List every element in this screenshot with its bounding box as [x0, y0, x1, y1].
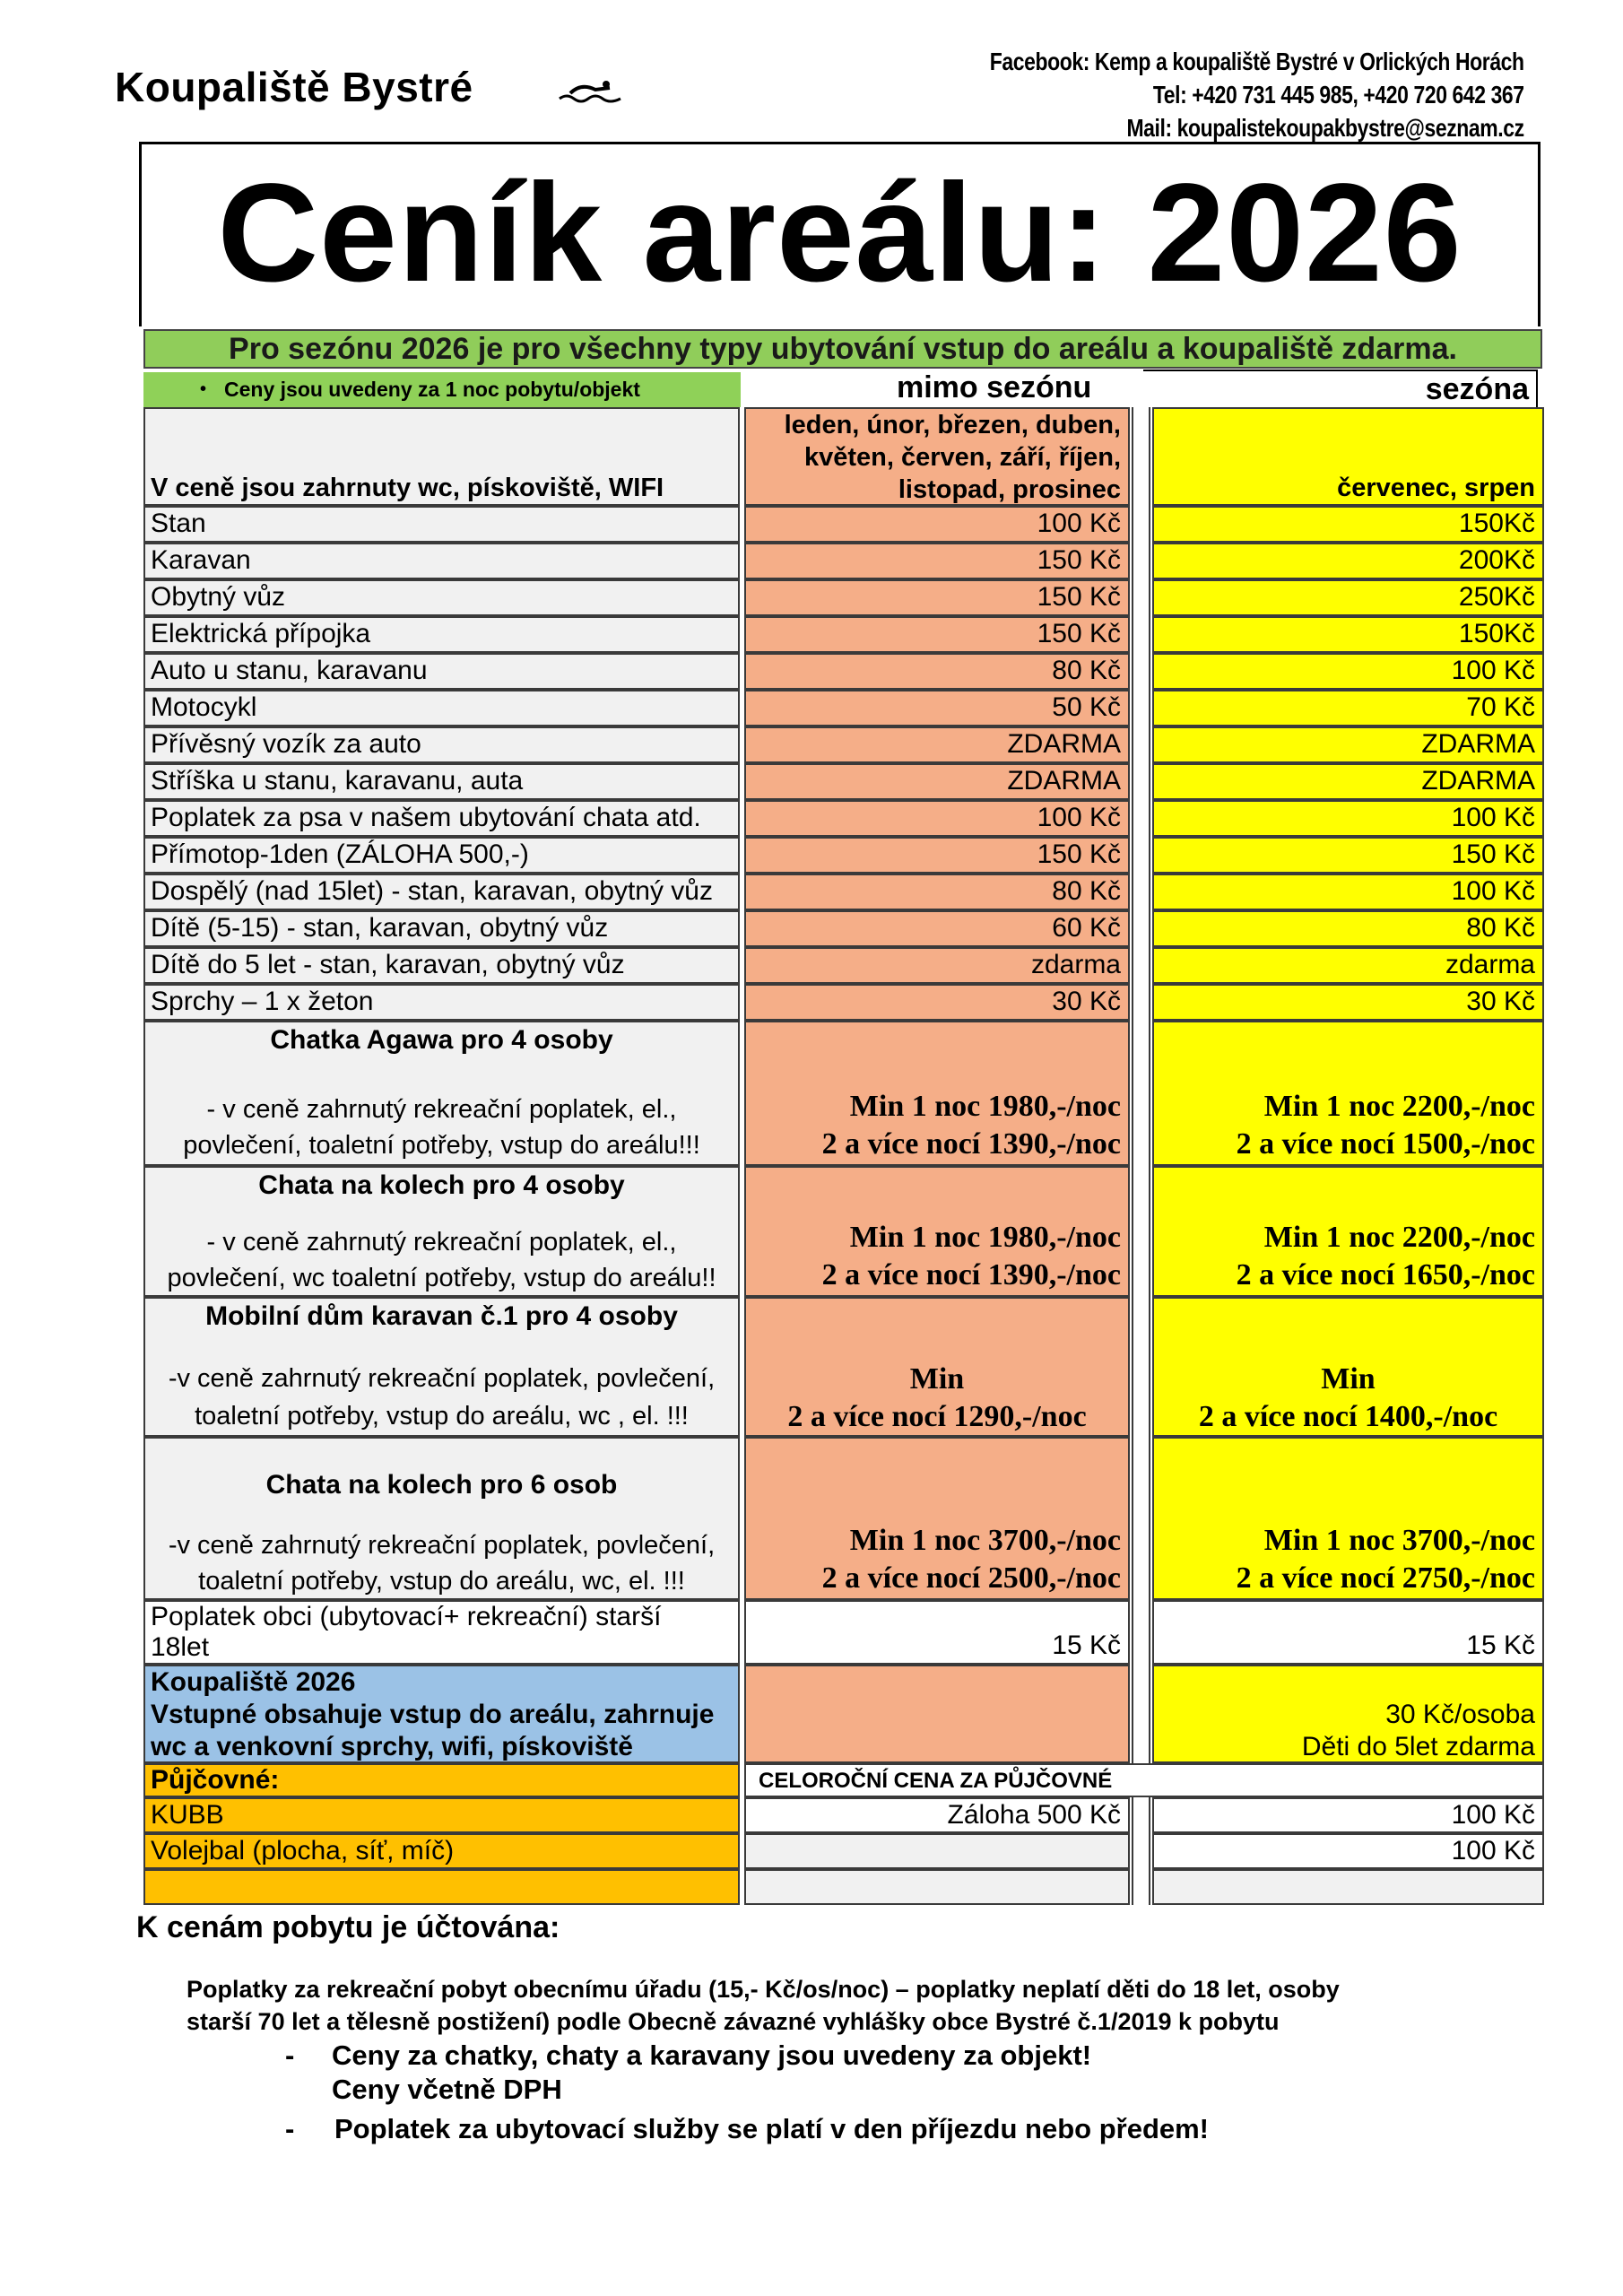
season-header: sezóna	[1143, 370, 1538, 409]
cabin-3-label-cell	[143, 1297, 740, 1437]
swimmer-logo-icon	[558, 77, 622, 104]
cabin-3-off-min: Min	[909, 1362, 965, 1396]
municipal-fee-line-1: Poplatek obci (ubytovací+ rekreační) starší	[151, 1602, 662, 1631]
column-gap	[1132, 690, 1150, 726]
pool-season-cell	[1152, 1665, 1544, 1763]
row-label: Dítě do 5 let - stan, karavan, obytný vůz	[143, 947, 740, 984]
cabin-1-label-cell	[143, 1021, 740, 1166]
footer-bullet-1: Ceny za chatky, chaty a karavany jsou uvedeny za objekt!	[332, 2039, 1092, 2071]
row-label: Poplatek za psa v našem ubytování chata atd.	[143, 800, 740, 837]
phone-numbers: Tel: +420 731 445 985, +420 720 642 367	[1153, 81, 1524, 109]
cabin-1-off-min: Min 1 noc 1980,-/noc	[849, 1090, 1121, 1123]
column-gap	[1132, 763, 1150, 800]
row-label: Přímotop-1den (ZÁLOHA 500,-)	[143, 837, 740, 874]
column-gap	[1132, 1437, 1150, 1600]
pool-label-cell	[143, 1665, 740, 1763]
cabin-2-off-multi: 2 a více nocí 1390,-/noc	[821, 1258, 1121, 1292]
row-season-price: 80 Kč	[1152, 910, 1544, 947]
cabin-1-desc-2: povlečení, toaletní potřeby, vstup do areálu!!!	[183, 1131, 700, 1160]
column-gap	[1132, 616, 1150, 653]
cabin-4-off-cell	[744, 1437, 1130, 1600]
cabin-4-desc-1: -v ceně zahrnutý rekreační poplatek, povlečení,	[168, 1531, 716, 1560]
footer-paragraph	[187, 1973, 1505, 2038]
off-months-line-2: květen, červen, září, říjen,	[803, 443, 1121, 472]
row-off-price: 150 Kč	[744, 837, 1130, 874]
cabin-3-off-multi: 2 a více nocí 1290,-/noc	[787, 1400, 1087, 1433]
rental-empty-label	[143, 1869, 740, 1905]
column-gap	[1132, 947, 1150, 984]
row-off-price: zdarma	[744, 947, 1130, 984]
cabin-1-desc-1: - v ceně zahrnutý rekreační poplatek, el.,	[206, 1095, 677, 1124]
column-gap	[1132, 1166, 1150, 1297]
cabin-3-desc-2: toaletní potřeby, vstup do areálu, wc , el. !!!	[195, 1402, 689, 1431]
row-label: Karavan	[143, 543, 740, 579]
cabin-3-desc-1: -v ceně zahrnutý rekreační poplatek, povlečení,	[168, 1364, 716, 1393]
cabin-2-label-cell	[143, 1166, 740, 1297]
cabin-2-off-min: Min 1 noc 1980,-/noc	[849, 1221, 1121, 1254]
column-gap	[1132, 1021, 1150, 1166]
cabin-1-season-multi: 2 a více nocí 1500,-/noc	[1236, 1127, 1535, 1161]
cabin-2-season-min: Min 1 noc 2200,-/noc	[1263, 1221, 1535, 1254]
cabin-1-title: Chatka Agawa pro 4 osoby	[270, 1025, 613, 1055]
row-label: Stan	[143, 506, 740, 543]
row-off-price: 150 Kč	[744, 579, 1130, 616]
municipal-fee-season: 15 Kč	[1466, 1631, 1535, 1660]
cabin-2-title: Chata na kolech pro 4 osoby	[258, 1170, 625, 1200]
facebook-link[interactable]: Facebook: Kemp a koupaliště Bystré v Orlických Horách	[990, 48, 1524, 75]
bullet-dash: -	[285, 2113, 295, 2144]
column-gap	[1132, 1665, 1150, 1763]
row-label: Obytný vůz	[143, 579, 740, 616]
pool-price: 30 Kč/osoba	[1385, 1700, 1535, 1729]
rental-empty-off	[744, 1869, 1130, 1905]
cabin-4-label-cell	[143, 1437, 740, 1600]
row-label: Elektrická přípojka	[143, 616, 740, 653]
row-season-price: zdarma	[1152, 947, 1544, 984]
pool-off-cell	[744, 1665, 1130, 1763]
footer-paragraph-line-1: Poplatky za rekreační pobyt obecnímu úřadu (15,- Kč/os/noc) – poplatky neplatí děti do 18 let, osoby	[187, 1976, 1340, 2003]
rental-item-label: KUBB	[143, 1797, 740, 1833]
column-gap	[1132, 837, 1150, 874]
season-months-label: červenec, srpen	[1337, 474, 1535, 502]
cabin-1-season-cell	[1152, 1021, 1544, 1166]
column-gap	[1132, 1833, 1150, 1869]
municipal-fee-off-cell	[744, 1600, 1130, 1665]
row-season-price: ZDARMA	[1152, 726, 1544, 763]
row-season-price: 70 Kč	[1152, 690, 1544, 726]
row-season-price: 150 Kč	[1152, 837, 1544, 874]
municipal-fee-season-cell	[1152, 1600, 1544, 1665]
row-off-price: 30 Kč	[744, 984, 1130, 1021]
cabin-4-season-cell	[1152, 1437, 1544, 1600]
rental-item-off	[744, 1833, 1130, 1869]
row-off-price: 150 Kč	[744, 616, 1130, 653]
off-months-line-3: listopad, prosinec	[898, 475, 1121, 504]
column-gap	[1132, 543, 1150, 579]
rental-item-season: 100 Kč	[1152, 1833, 1544, 1869]
row-label: Motocykl	[143, 690, 740, 726]
row-season-price: 250Kč	[1152, 579, 1544, 616]
rental-item-season: 100 Kč	[1152, 1797, 1544, 1833]
row-off-price: 60 Kč	[744, 910, 1130, 947]
cabin-4-off-min: Min 1 noc 3700,-/noc	[849, 1524, 1121, 1557]
off-season-months-cell	[744, 407, 1130, 506]
municipal-fee-off: 15 Kč	[1052, 1631, 1121, 1660]
row-label: Dospělý (nad 15let) - stan, karavan, obytný vůz	[143, 874, 740, 910]
cabin-4-season-min: Min 1 noc 3700,-/noc	[1263, 1524, 1535, 1557]
row-label: Auto u stanu, karavanu	[143, 653, 740, 690]
season-banner: Pro sezónu 2026 je pro všechny typy ubytování vstup do areálu a koupaliště zdarma.	[143, 329, 1542, 369]
row-off-price: 80 Kč	[744, 653, 1130, 690]
cabin-2-desc-2: povlečení, wc toaletní potřeby, vstup do areálu!!	[167, 1264, 716, 1292]
off-months-line-1: leden, únor, březen, duben,	[784, 411, 1121, 439]
column-gap	[1132, 800, 1150, 837]
row-off-price: 100 Kč	[744, 506, 1130, 543]
column-gap	[1132, 910, 1150, 947]
rental-header: CELOROČNÍ CENA ZA PŮJČOVNÉ	[744, 1763, 1544, 1797]
row-off-price: ZDARMA	[744, 763, 1130, 800]
page-title: Ceník areálu: 2026	[217, 155, 1462, 311]
footer-paragraph-line-2: starší 70 let a tělesně postižení) podle Obecně závazné vyhlášky obce Bystré č.1/2019 k pobytu	[187, 2008, 1280, 2035]
municipal-fee-label	[143, 1600, 740, 1665]
column-gap	[1132, 506, 1150, 543]
footer-heading: K cenám pobytu je účtována:	[136, 1910, 560, 1944]
price-note-text: Ceny jsou uvedeny za 1 noc pobytu/objekt	[224, 378, 640, 401]
footer-bullet-1b: Ceny včetně DPH	[332, 2074, 562, 2105]
cabin-2-season-cell	[1152, 1166, 1544, 1297]
cabin-2-off-cell	[744, 1166, 1130, 1297]
brand-name: Koupaliště Bystré	[115, 64, 473, 110]
cabin-3-title: Mobilní dům karavan č.1 pro 4 osoby	[205, 1301, 678, 1331]
rental-item-off: Záloha 500 Kč	[744, 1797, 1130, 1833]
rental-empty-season	[1152, 1869, 1544, 1905]
row-off-price: 50 Kč	[744, 690, 1130, 726]
cabin-4-season-multi: 2 a více nocí 2750,-/noc	[1236, 1561, 1535, 1595]
cabin-4-title: Chata na kolech pro 6 osob	[265, 1470, 618, 1500]
off-season-header: mimo sezónu	[897, 370, 1092, 404]
pool-desc-1: Vstupné obsahuje vstup do areálu, zahrnuje	[151, 1700, 715, 1729]
pool-kids: Děti do 5let zdarma	[1301, 1732, 1535, 1761]
row-off-price: ZDARMA	[744, 726, 1130, 763]
column-gap	[1132, 1600, 1150, 1665]
pool-desc-2: wc a venkovní sprchy, wifi, pískoviště	[151, 1732, 633, 1761]
cabin-3-season-min: Min	[1321, 1362, 1376, 1396]
column-gap	[1132, 407, 1150, 506]
cabin-2-desc-1: - v ceně zahrnutý rekreační poplatek, el.,	[206, 1228, 677, 1257]
column-gap	[1132, 984, 1150, 1021]
email-link[interactable]: Mail: koupalistekoupakbystre@seznam.cz	[1126, 114, 1524, 142]
price-note	[143, 372, 741, 407]
cabin-3-off-cell	[744, 1297, 1130, 1437]
row-season-price: 30 Kč	[1152, 984, 1544, 1021]
row-season-price: 100 Kč	[1152, 874, 1544, 910]
pool-title: Koupaliště 2026	[151, 1667, 356, 1697]
row-off-price: 150 Kč	[744, 543, 1130, 579]
column-gap	[1132, 726, 1150, 763]
row-off-price: 100 Kč	[744, 800, 1130, 837]
cabin-3-season-cell	[1152, 1297, 1544, 1437]
rental-title: Půjčovné:	[143, 1763, 740, 1797]
row-season-price: 100 Kč	[1152, 653, 1544, 690]
row-season-price: 200Kč	[1152, 543, 1544, 579]
cabin-3-season-multi: 2 a více nocí 1400,-/noc	[1198, 1400, 1498, 1433]
contact-block	[990, 45, 1524, 144]
row-season-price: 100 Kč	[1152, 800, 1544, 837]
row-season-price: 150Kč	[1152, 616, 1544, 653]
column-gap	[1132, 1297, 1150, 1437]
included-label: V ceně jsou zahrnuty wc, pískoviště, WIFI	[151, 474, 664, 502]
column-gap	[1132, 579, 1150, 616]
column-gap	[1132, 1869, 1150, 1905]
column-gap	[1132, 653, 1150, 690]
row-season-price: 150Kč	[1152, 506, 1544, 543]
row-label: Dítě (5-15) - stan, karavan, obytný vůz	[143, 910, 740, 947]
cabin-2-season-multi: 2 a více nocí 1650,-/noc	[1236, 1258, 1535, 1292]
row-label: Stříška u stanu, karavanu, auta	[143, 763, 740, 800]
column-gap	[1132, 1797, 1150, 1833]
cabin-1-season-min: Min 1 noc 2200,-/noc	[1263, 1090, 1535, 1123]
row-off-price: 80 Kč	[744, 874, 1130, 910]
season-months-cell	[1152, 407, 1544, 506]
footer-bullet-2: Poplatek za ubytovací služby se platí v den příjezdu nebo předem!	[334, 2113, 1210, 2144]
cabin-1-off-multi: 2 a více nocí 1390,-/noc	[821, 1127, 1121, 1161]
cabin-4-off-multi: 2 a více nocí 2500,-/noc	[821, 1561, 1121, 1595]
row-label: Přívěsný vozík za auto	[143, 726, 740, 763]
column-gap	[1132, 874, 1150, 910]
cabin-1-off-cell	[744, 1021, 1130, 1166]
cabin-4-desc-2: toaletní potřeby, vstup do areálu, wc, el. !!!	[198, 1567, 685, 1596]
municipal-fee-line-2: 18let	[151, 1632, 210, 1662]
bullet-dash: -	[285, 2039, 295, 2071]
included-header-cell	[143, 407, 740, 506]
row-season-price: ZDARMA	[1152, 763, 1544, 800]
row-label: Sprchy – 1 x žeton	[143, 984, 740, 1021]
rental-item-label: Volejbal (plocha, síť, míč)	[143, 1833, 740, 1869]
